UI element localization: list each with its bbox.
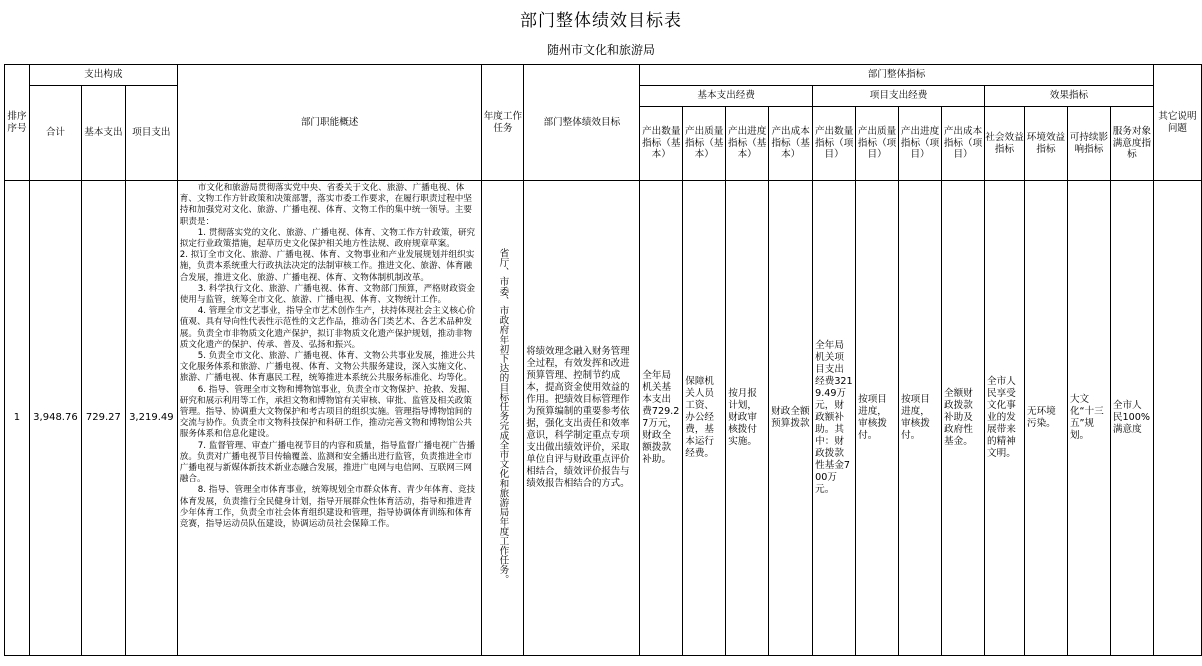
cell-environment: [1024, 181, 1067, 656]
col-annual-task: 年度工作任务: [482, 65, 524, 181]
col-other: 其它说明问题: [1153, 65, 1201, 181]
performance-table: [4, 64, 1202, 656]
col-basic-progress: 产出进度指标（基本）: [726, 107, 769, 181]
col-basic-cost: 产出成本指标（基本）: [769, 107, 813, 181]
col-seq: 排序序号: [5, 65, 30, 181]
cell-basic-quality: [683, 181, 726, 656]
cell-other: [1153, 181, 1201, 656]
cell-basic-cost: [769, 181, 813, 656]
col-social: 社会效益指标: [985, 107, 1025, 181]
basic-qty-text: 全年局机关基本支出费729.27万元，财政全额拨款补助。: [642, 370, 680, 465]
basic-cost-text: 财政全额预算拨款: [771, 406, 810, 429]
cell-social: [985, 181, 1025, 656]
cell-project-qty: [813, 181, 856, 656]
cell-project-cost: [942, 181, 985, 656]
cell-sustain: [1067, 181, 1110, 656]
col-project-exp-group: 项目支出经费: [813, 86, 985, 107]
col-expense-group: 支出构成: [29, 65, 177, 86]
basic-progress-text: 按月报计划，财政审核拨付实施。: [728, 388, 757, 447]
cell-basic-progress: [726, 181, 769, 656]
duty-paragraph: 1. 贯彻落实党的文化、旅游、广播电视、体育、文物工作方针政策，研究拟定行业政策措施，起草历史文化保护相关地方性法规、政府规章草案。: [179, 227, 476, 250]
col-environment: 环境效益指标: [1024, 107, 1067, 181]
table-row: [5, 181, 1202, 656]
annual-task-text: 省厅、市委、市政府年初下达的目标任务完成全市文化和旅游局年度工作任务。: [497, 248, 509, 584]
page-subtitle: 随州市文化和旅游局: [546, 43, 655, 57]
col-basic-exp-group: 基本支出经费: [640, 86, 813, 107]
social-text: 全市人民享受文化事业的发展带来的精神文明。: [987, 376, 1016, 459]
project-progress-text: 按项目进度，审核拨付。: [901, 394, 930, 441]
satisfaction-text: 全市人民100%满意度: [1112, 400, 1150, 435]
col-goal: 部门整体绩效目标: [524, 65, 640, 181]
cell-project: 3,219.49: [125, 181, 177, 656]
cell-project-quality: [856, 181, 899, 656]
cell-satisfaction: [1110, 181, 1153, 656]
col-project-qty: 产出数量指标（项目）: [813, 107, 856, 181]
duty-paragraph: 市文化和旅游局贯彻落实党中央、省委关于文化、旅游、广播电视、体育、文物工作方针政策和决策部署，落实市委工作要求，在履行职责过程中坚持和加强党对文化、旅游、广播电视、体育、文物工作的集中统一领导。主要职责是：: [179, 183, 472, 227]
cell-duty: [177, 181, 482, 656]
cell-total: 3,948.76: [29, 181, 81, 656]
project-cost-text: 全额财政拨款补助及政府性基金。: [944, 388, 973, 447]
cell-goal: [524, 181, 640, 656]
cell-basic-qty: [640, 181, 683, 656]
duty-paragraph: 4. 管理全市文艺事业，指导全市艺术创作生产，扶持体现社会主义核心价值观、具有导向性代表性示范性的文艺作品，推动各门类艺术、各艺术品种发展。负责全市非物质文化遗产保护，拟订非物质文化遗产保护规划，推动非物质文化遗产的保护、传承、普及、弘扬和振兴。: [179, 306, 476, 350]
basic-quality-text: 保障机关人员工资、办公经费，基本运行经费。: [685, 376, 715, 459]
col-sustain: 可持续影响指标: [1067, 107, 1110, 181]
col-project-cost: 产出成本指标（项目）: [942, 107, 985, 181]
project-qty-text: 全年局机关项目支出经费3219.49万元，财政额补助。其中：财政拨款性基金700万元。: [815, 340, 853, 495]
col-duty: 部门职能概述: [177, 65, 482, 181]
duty-paragraph: 7. 监督管理、审查广播电视节目的内容和质量，指导监督广播电视广告播放。负责对广播电视节目传输覆盖、监测和安全播出进行监管，负责推进全市广播电视与新媒体新技术新业态融合发展，推进广电网与电信网、互联网三网融合。: [179, 440, 476, 485]
col-project-quality: 产出质量指标（项目）: [856, 107, 899, 181]
goal-text: 将绩效理念融入财务管理全过程，有效发挥和改进预算管理、控制节约成本，提高资金使用效益的作用。把绩效目标管理作为预算编制的重要参考依据，强化支出责任和效率意识，科学制定重点专项支出做出绩效评价，采取单位自评与财政重点评价相结合，绩效评价报告与绩效报告相结合的方式。: [526, 346, 630, 489]
col-project-progress: 产出进度指标（项目）: [899, 107, 942, 181]
duty-paragraph: 3. 科学执行文化、旅游、广播电视、体育、文物部门预算，严格财政资金使用与监管，统筹全市文化、旅游、广播电视、体育、文物统计工作。: [179, 283, 476, 306]
duty-paragraph: 8. 指导、管理全市体育事业，统筹规划全市群众体育、青少年体育、竞技体育发展，负责推行全民健身计划，指导开展群众性体育活动，指导和推进青少年体育工作，负责全市社会体育组织建设和管理，指导协调体育训练和体育竞赛，指导运动员队伍建设，协调运动员社会保障工作。: [179, 485, 476, 530]
cell-project-progress: [899, 181, 942, 656]
cell-seq: 1: [5, 181, 30, 656]
duty-paragraph: 6. 指导、管理全市文物和博物馆事业，负责全市文物保护、抢救、发掘、研究和展示利用等工作，承担文物和博物馆有关审核、审批、监管及相关政策管理。指导、协调重大文物保护和考古项目的组织实施。管理指导博物馆间的交流与协作。负责全市文物科技保护和科研工作，推动完善文物和博物馆公共服务体系和信息化建设。: [179, 384, 476, 440]
col-satisfaction: 服务对象满意度指标: [1110, 107, 1153, 181]
col-basic-quality: 产出质量指标（基本）: [683, 107, 726, 181]
sustain-text: 大文化“十三五”规划。: [1069, 394, 1104, 441]
col-project: 项目支出: [125, 86, 177, 181]
col-basic: 基本支出: [81, 86, 125, 181]
cell-annual-task: [482, 181, 524, 656]
duty-paragraph: 2. 拟订全市文化、旅游、广播电视、体育、文物事业和产业发展规划并组织实施，负责本系统重大行政执法决定的法制审核工作。推进文化、旅游、体育融合发展，推进文化、旅游、广播电视、体育、文物体制机制改革。: [179, 250, 475, 283]
project-quality-text: 按项目进度，审核拨付。: [858, 394, 887, 441]
col-indicators-group: 部门整体指标: [640, 65, 1154, 86]
col-total: 合计: [29, 86, 81, 181]
environment-text: 无环境污染。: [1026, 406, 1056, 429]
page-title: 部门整体绩效目标表: [520, 11, 682, 31]
col-basic-qty: 产出数量指标（基本）: [640, 107, 683, 181]
duty-paragraph: 5. 负责全市文化、旅游、广播电视、体育、文物公共事业发展，推进公共文化服务体系和旅游、广播电视、体育、文物公共服务建设，深入实施文化、旅游、广播电视、体育惠民工程，统筹推进本系统公共服务标准化、均等化。: [179, 351, 476, 384]
col-effect-group: 效果指标: [985, 86, 1154, 107]
cell-basic: 729.27: [81, 181, 125, 656]
